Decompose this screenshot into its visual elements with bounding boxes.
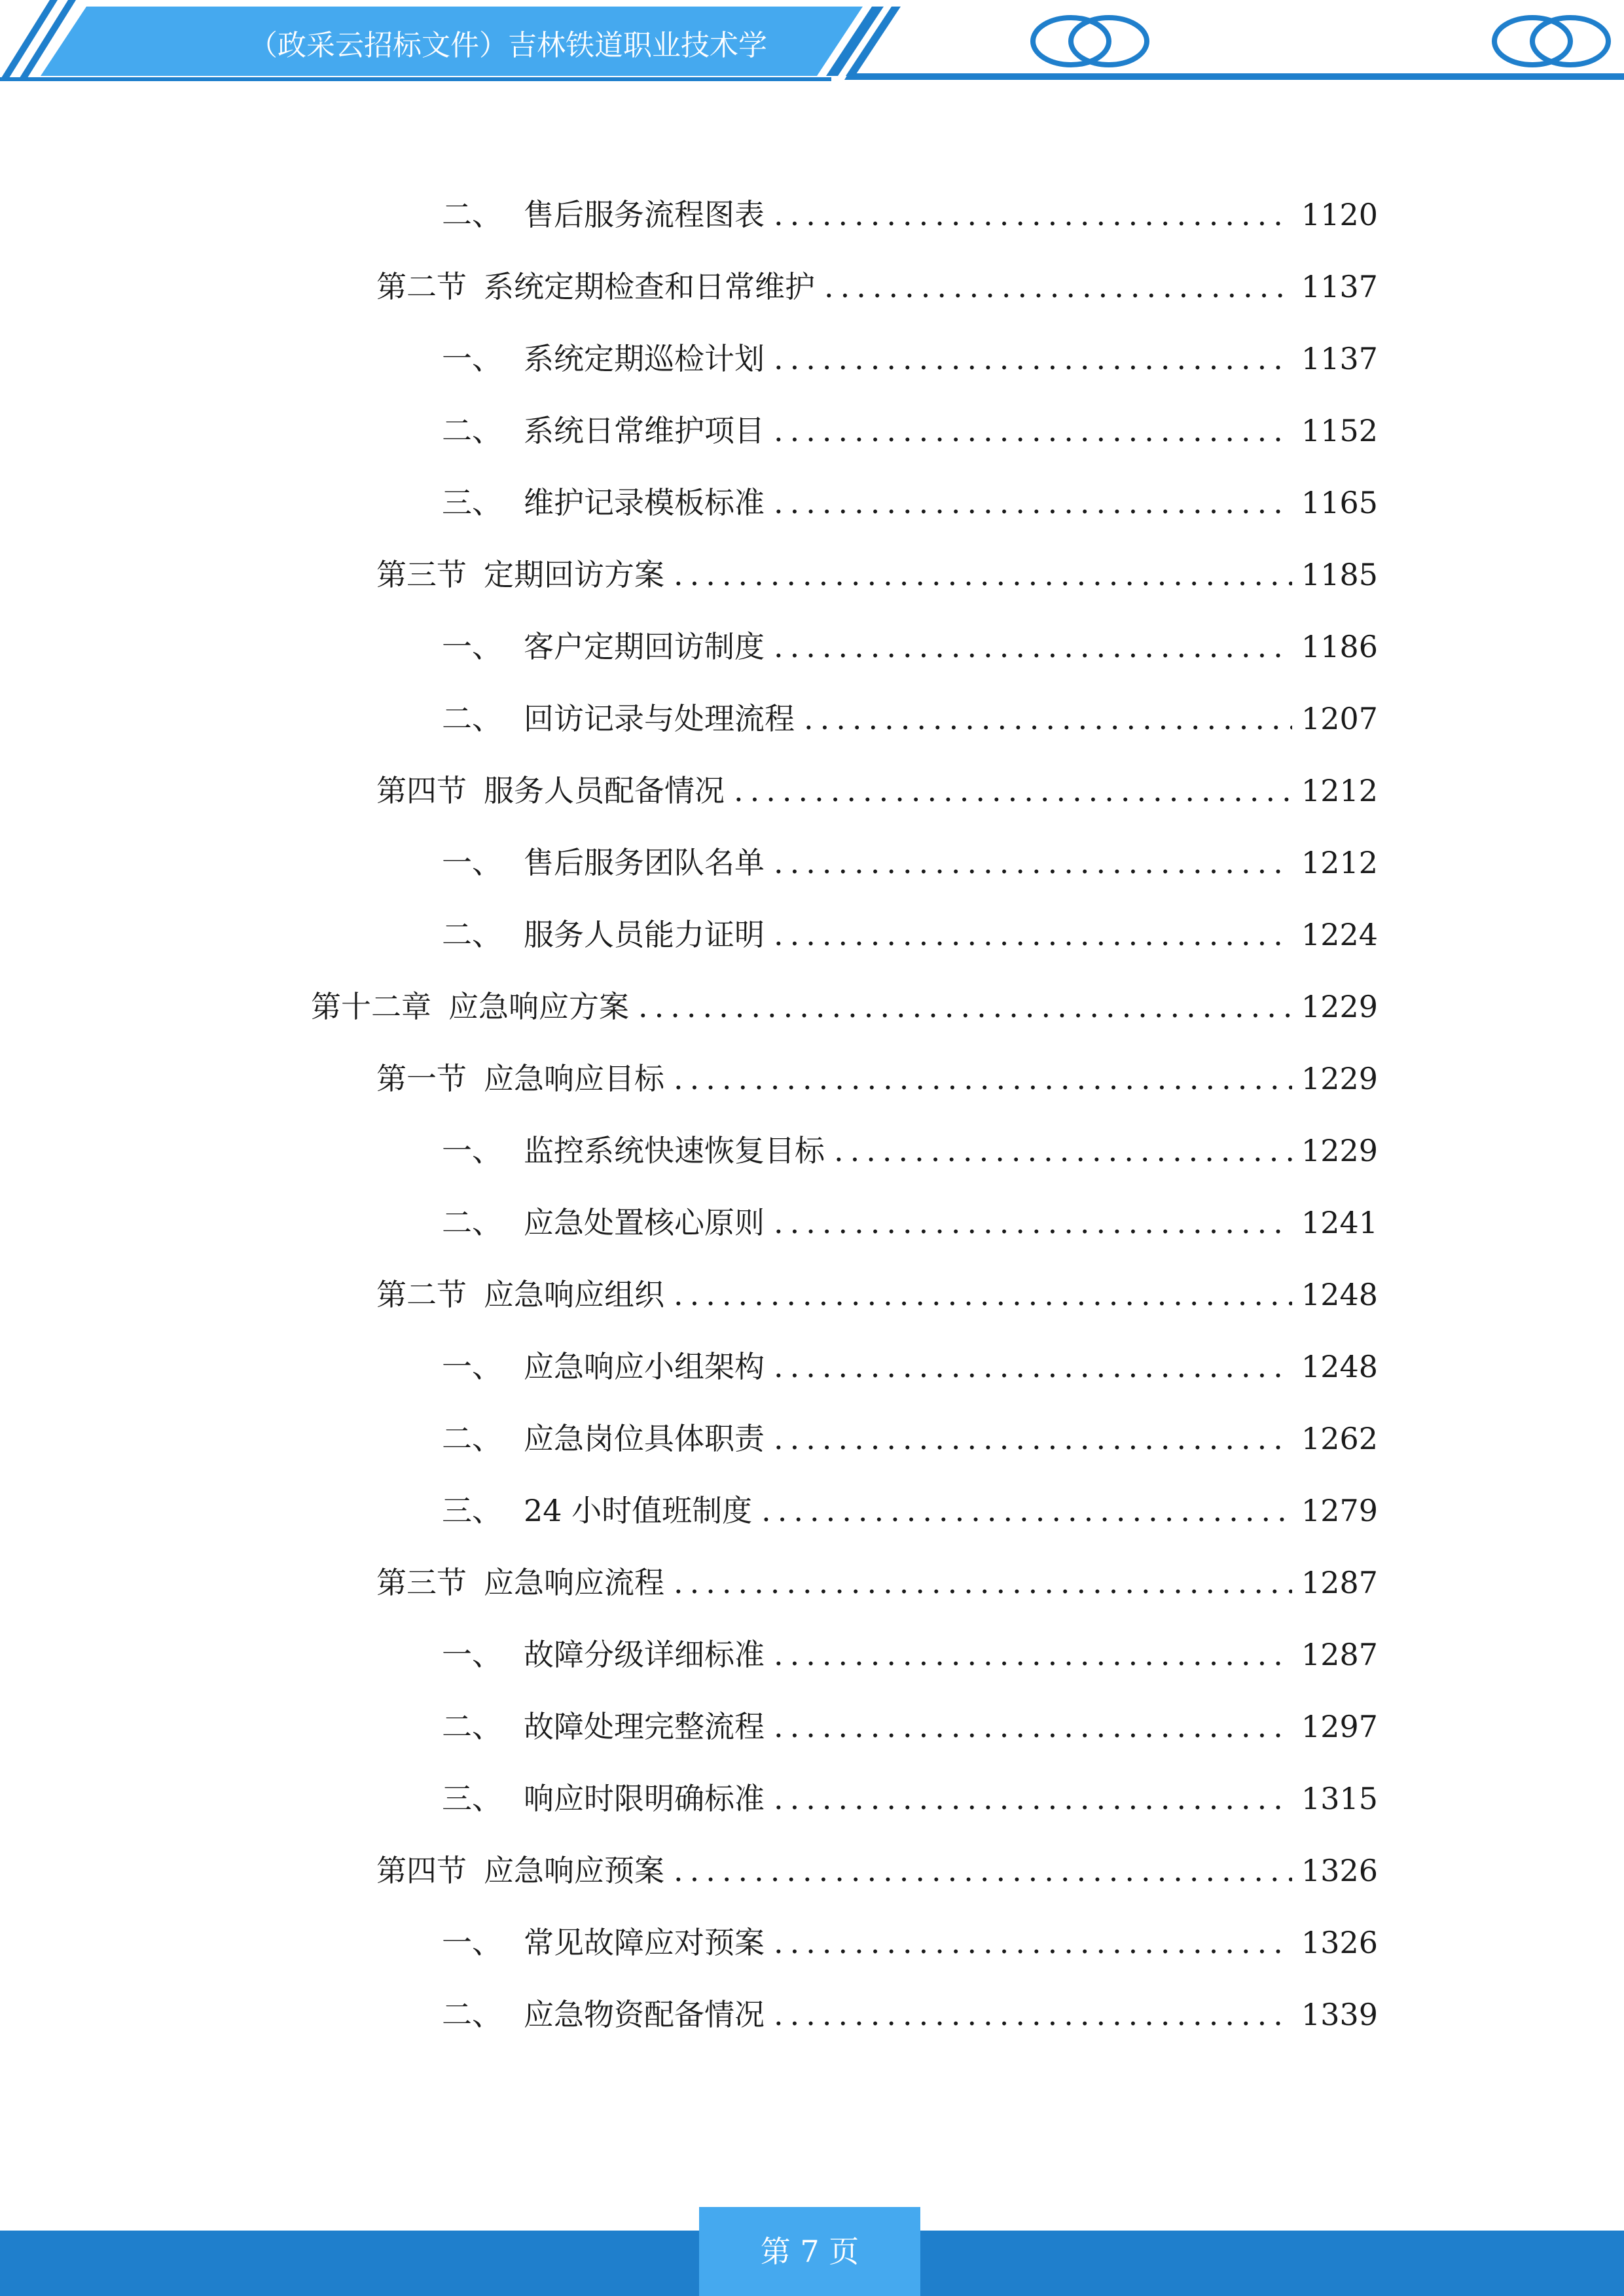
toc-dot-leader [674, 1052, 1292, 1105]
toc-entry-page: 1229 [1301, 989, 1378, 1024]
toc-dot-leader [774, 908, 1292, 961]
toc-entry-page: 1326 [1301, 1925, 1378, 1960]
toc-entry-page: 1152 [1301, 413, 1378, 448]
toc-dot-leader [774, 836, 1292, 889]
toc-dot-leader [774, 1196, 1292, 1249]
toc-entry-number: 一、 [442, 629, 502, 664]
toc-dot-leader [774, 1628, 1292, 1681]
toc-dot-leader [774, 404, 1292, 457]
toc-entry-number: 二、 [442, 197, 502, 232]
toc-entry[interactable] [442, 1340, 1378, 1393]
toc-entry-page: 1212 [1301, 845, 1378, 880]
toc-dot-leader [774, 1340, 1292, 1393]
toc-entry-number: 二、 [442, 701, 502, 736]
toc-entry-page: 1279 [1301, 1493, 1378, 1528]
toc-entry-number: 二、 [442, 1421, 502, 1456]
toc-entry-number: 二、 [442, 1997, 502, 2032]
toc-entry-title: 定期回访方案 [484, 557, 664, 592]
toc-entry[interactable] [442, 404, 1378, 457]
toc-entry-page: 1137 [1301, 341, 1378, 376]
toc-entry-title: 系统定期检查和日常维护 [484, 269, 815, 304]
toc-entry[interactable] [311, 980, 1378, 1033]
toc-entry-page: 1326 [1301, 1853, 1378, 1888]
toc-entry-title: 售后服务流程图表 [524, 197, 765, 232]
toc-entry-page: 1185 [1301, 557, 1378, 592]
toc-entry-number: 二、 [442, 917, 502, 952]
toc-entry-number: 二、 [442, 413, 502, 448]
toc-entry-title: 服务人员能力证明 [524, 917, 765, 952]
toc-entry-title: 故障分级详细标准 [524, 1637, 765, 1672]
toc-entry-page: 1287 [1301, 1637, 1378, 1672]
toc-dot-leader [774, 1916, 1292, 1969]
toc-entry-title: 常见故障应对预案 [524, 1925, 765, 1960]
toc-entry[interactable] [442, 1124, 1378, 1177]
toc-entry-title: 应急响应组织 [484, 1277, 664, 1312]
toc-entry-number: 第二节 [376, 269, 467, 304]
toc-entry-title: 24 小时值班制度 [524, 1493, 753, 1528]
toc-entry-title: 应急响应流程 [484, 1565, 664, 1600]
toc-dot-leader [638, 980, 1292, 1033]
toc-entry-number: 第四节 [376, 1853, 467, 1888]
header-title: （政采云招标文件）吉林铁道职业技术学 [249, 29, 767, 62]
double-ring-logo-icon [1489, 12, 1614, 71]
toc-dot-leader [774, 188, 1292, 241]
toc-entry[interactable] [442, 1772, 1378, 1825]
toc-entry-number: 一、 [442, 1637, 502, 1672]
toc-entry-title: 客户定期回访制度 [524, 629, 765, 664]
toc-entry[interactable] [376, 1844, 1378, 1897]
toc-entry[interactable] [442, 1916, 1378, 1969]
toc-entry-number: 第四节 [376, 773, 467, 808]
toc-entry-number: 一、 [442, 1349, 502, 1384]
toc-entry-number: 二、 [442, 1205, 502, 1240]
page-header [0, 0, 1624, 85]
toc-entry-number: 一、 [442, 845, 502, 880]
toc-entry-title: 系统日常维护项目 [524, 413, 765, 448]
toc-entry[interactable] [442, 620, 1378, 673]
toc-dot-leader [734, 764, 1292, 817]
toc-entry-title: 回访记录与处理流程 [524, 701, 795, 736]
toc-dot-leader [774, 1988, 1292, 2041]
toc-dot-leader [674, 1844, 1292, 1897]
toc-dot-leader [774, 476, 1292, 529]
double-ring-logo-icon [1028, 12, 1152, 71]
toc-entry-number: 第十二章 [311, 989, 431, 1024]
toc-entry[interactable] [442, 1988, 1378, 2041]
toc-entry[interactable] [442, 1484, 1378, 1537]
toc-entry-number: 第三节 [376, 557, 467, 592]
toc-dot-leader [674, 1268, 1292, 1321]
toc-dot-leader [804, 692, 1292, 745]
toc-dot-leader [774, 1772, 1292, 1825]
toc-entry[interactable] [376, 1556, 1378, 1609]
toc-entry[interactable] [376, 1268, 1378, 1321]
toc-dot-leader [824, 260, 1292, 313]
toc-dot-leader [774, 1412, 1292, 1465]
toc-entry-page: 1137 [1301, 269, 1378, 304]
toc-entry-number: 一、 [442, 1133, 502, 1168]
toc-entry[interactable] [442, 188, 1378, 241]
toc-dot-leader [674, 1556, 1292, 1609]
toc-entry-number: 一、 [442, 1925, 502, 1960]
toc-entry[interactable] [442, 692, 1378, 745]
toc-entry[interactable] [442, 1628, 1378, 1681]
toc-entry-number: 第三节 [376, 1565, 467, 1600]
toc-entry-page: 1207 [1301, 701, 1378, 736]
toc-entry-number: 一、 [442, 341, 502, 376]
toc-entry-title: 售后服务团队名单 [524, 845, 765, 880]
toc-entry-title: 应急响应预案 [484, 1853, 664, 1888]
toc-entry[interactable] [442, 908, 1378, 961]
toc-entry[interactable] [376, 260, 1378, 313]
toc-entry[interactable] [376, 1052, 1378, 1105]
toc-entry-page: 1165 [1301, 485, 1378, 520]
toc-dot-leader [674, 548, 1292, 601]
toc-entry-page: 1120 [1301, 197, 1378, 232]
toc-entry-title: 应急响应小组架构 [524, 1349, 765, 1384]
toc-entry-title: 故障处理完整流程 [524, 1709, 765, 1744]
toc-entry-page: 1186 [1301, 629, 1378, 664]
toc-entry-title: 响应时限明确标准 [524, 1781, 765, 1816]
toc-entry-number: 第一节 [376, 1061, 467, 1096]
toc-entry-title: 系统定期巡检计划 [524, 341, 765, 376]
toc-entry-title: 应急响应目标 [484, 1061, 664, 1096]
toc-entry-page: 1287 [1301, 1565, 1378, 1600]
toc-entry-page: 1229 [1301, 1133, 1378, 1168]
toc-entry-page: 1262 [1301, 1421, 1378, 1456]
toc-entry-page: 1297 [1301, 1709, 1378, 1744]
toc-entry-title: 应急响应方案 [448, 989, 629, 1024]
toc-entry-number: 三、 [442, 1493, 502, 1528]
toc-entry-title: 应急岗位具体职责 [524, 1421, 765, 1456]
toc-entry-page: 1248 [1301, 1349, 1378, 1384]
toc-dot-leader [774, 1700, 1292, 1753]
toc-entry-page: 1339 [1301, 1997, 1378, 2032]
toc-entry[interactable] [376, 764, 1378, 817]
toc-dot-leader [761, 1484, 1292, 1537]
toc-dot-leader [774, 332, 1292, 385]
toc-entry-page: 1229 [1301, 1061, 1378, 1096]
toc-entry[interactable] [376, 548, 1378, 601]
toc-entry[interactable] [442, 1196, 1378, 1249]
toc-entry[interactable] [442, 332, 1378, 385]
toc-entry-page: 1315 [1301, 1781, 1378, 1816]
toc-entry[interactable] [442, 836, 1378, 889]
toc-entry-title: 维护记录模板标准 [524, 485, 765, 520]
toc-entry-page: 1224 [1301, 917, 1378, 952]
toc-entry-number: 三、 [442, 1781, 502, 1816]
toc-entry-title: 监控系统快速恢复目标 [524, 1133, 825, 1168]
toc-entry-number: 三、 [442, 485, 502, 520]
page-number: 第 7 页 [699, 2207, 920, 2296]
toc-entry[interactable] [442, 1700, 1378, 1753]
toc-entry-title: 应急处置核心原则 [524, 1205, 765, 1240]
toc-entry[interactable] [442, 476, 1378, 529]
toc-entry[interactable] [442, 1412, 1378, 1465]
toc-dot-leader [834, 1124, 1292, 1177]
toc-entry-title: 服务人员配备情况 [484, 773, 725, 808]
toc-entry-title: 应急物资配备情况 [524, 1997, 765, 2032]
toc-entry-number: 第二节 [376, 1277, 467, 1312]
header-banner-graphic [0, 0, 1624, 85]
toc-entry-number: 二、 [442, 1709, 502, 1744]
toc-dot-leader [774, 620, 1292, 673]
toc-entry-page: 1241 [1301, 1205, 1378, 1240]
toc-entry-page: 1248 [1301, 1277, 1378, 1312]
toc-entry-page: 1212 [1301, 773, 1378, 808]
